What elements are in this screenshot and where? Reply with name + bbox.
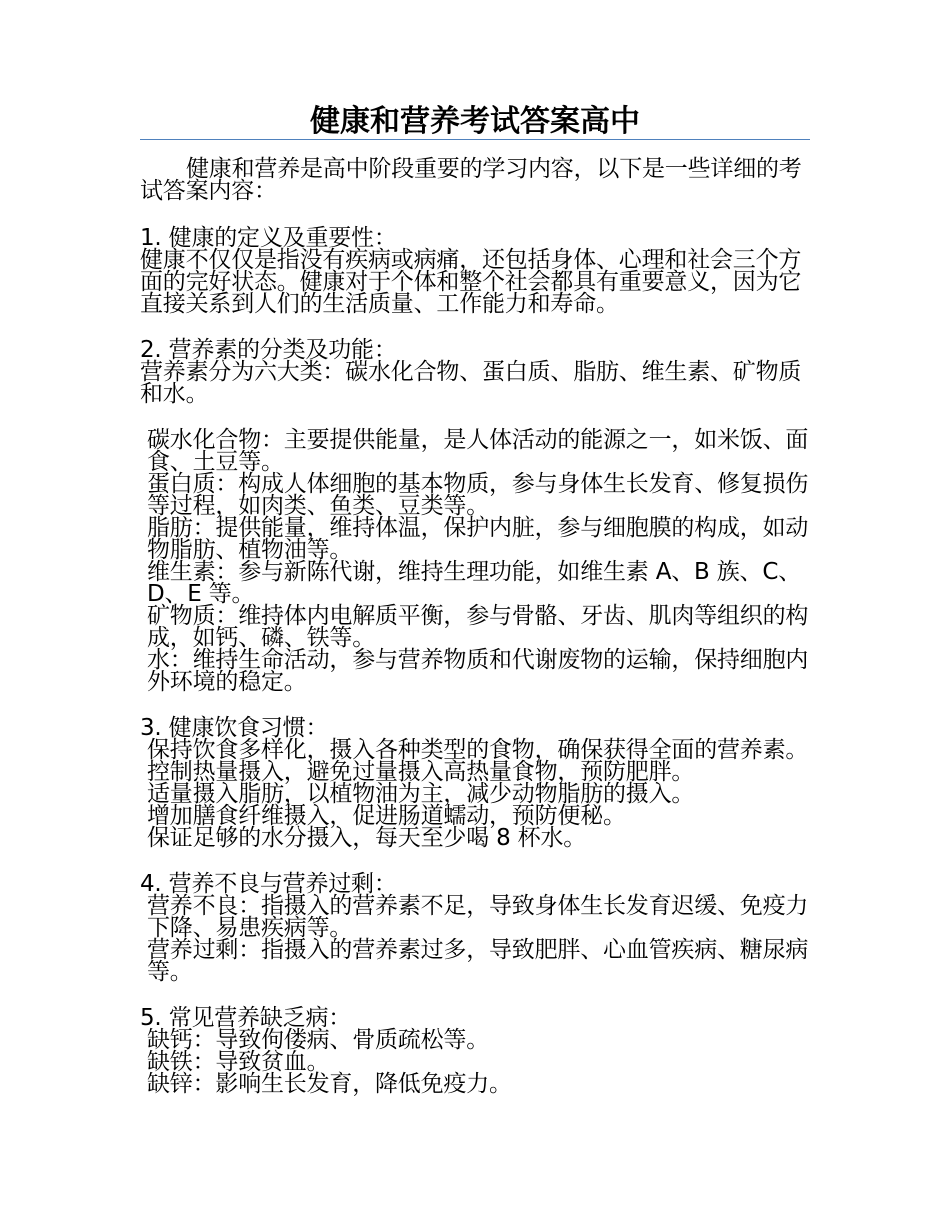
list-item: 蛋白质：构成人体细胞的基本物质，参与身体生长发育、修复损伤等过程，如肉类、鱼类、豆类等。	[147, 471, 809, 519]
list-item: 缺锌：影响生长发育，降低免疫力。	[147, 1071, 512, 1097]
section-paragraph: 健康不仅仅是指没有疾病或病痛，还包括身体、心理和社会三个方面的完好状态。健康对于个体和整个社会都具有重要意义，因为它直接关系到人们的生活质量、工作能力和寿命。	[140, 247, 802, 317]
list-item: 控制热量摄入，避免过量摄入高热量食物，预防肥胖。	[147, 759, 695, 785]
list-item: 增加膳食纤维摄入，促进肠道蠕动，预防便秘。	[147, 803, 626, 829]
paragraph-gap	[140, 405, 812, 429]
section-health-definition	[140, 227, 812, 315]
section-healthy-eating	[140, 717, 812, 849]
list-item: 矿物质：维持体内电解质平衡，参与骨骼、牙齿、肌肉等组织的构成，如钙、磷、铁等。	[147, 603, 809, 651]
list-item: 缺钙：导致佝偻病、骨质疏松等。	[147, 1027, 490, 1053]
list-item: 营养过剩：指摄入的营养素过多，导致肥胖、心血管疾病、糖尿病等。	[147, 937, 809, 985]
list-item: 缺铁：导致贫血。	[147, 1049, 330, 1075]
section-heading: 5. 常见营养缺乏病：	[140, 1005, 352, 1031]
list-item: 适量摄入脂肪，以植物油为主，减少动物脂肪的摄入。	[147, 781, 695, 807]
list-item: 脂肪：提供能量，维持体温，保护内脏，参与细胞膜的构成，如动物脂肪、植物油等。	[147, 515, 809, 563]
section-heading: 4. 营养不良与营养过剩：	[140, 871, 397, 897]
document-body	[140, 158, 812, 1119]
section-malnutrition	[140, 873, 812, 983]
section-heading: 1. 健康的定义及重要性：	[140, 225, 397, 251]
section-nutrient-classification	[140, 339, 812, 693]
section-heading: 3. 健康饮食习惯：	[140, 715, 329, 741]
section-paragraph: 营养素分为六大类：碳水化合物、蛋白质、脂肪、维生素、矿物质和水。	[140, 359, 802, 407]
section-deficiency-diseases	[140, 1007, 812, 1095]
list-item: 碳水化合物：主要提供能量，是人体活动的能源之一，如米饭、面食、土豆等。	[147, 427, 809, 475]
list-item: 营养不良：指摄入的营养素不足，导致身体生长发育迟缓、免疫力下降、易患疾病等。	[147, 893, 809, 941]
list-item: 保证足够的水分摄入，每天至少喝 8 杯水。	[147, 825, 587, 851]
section-heading: 2. 营养素的分类及功能：	[140, 337, 397, 363]
list-item: 保持饮食多样化，摄入各种类型的食物，确保获得全面的营养素。	[147, 737, 809, 763]
page-title: 健康和营养考试答案高中	[310, 104, 640, 139]
list-item: 水：维持生命活动，参与营养物质和代谢废物的运输，保持细胞内外环境的稳定。	[147, 647, 809, 695]
intro-paragraph: 健康和营养是高中阶段重要的学习内容，以下是一些详细的考试答案内容：	[140, 156, 802, 204]
title-underline	[140, 139, 810, 140]
list-item: 维生素：参与新陈代谢，维持生理功能，如维生素 A、B 族、C、D、E 等。	[147, 559, 801, 607]
